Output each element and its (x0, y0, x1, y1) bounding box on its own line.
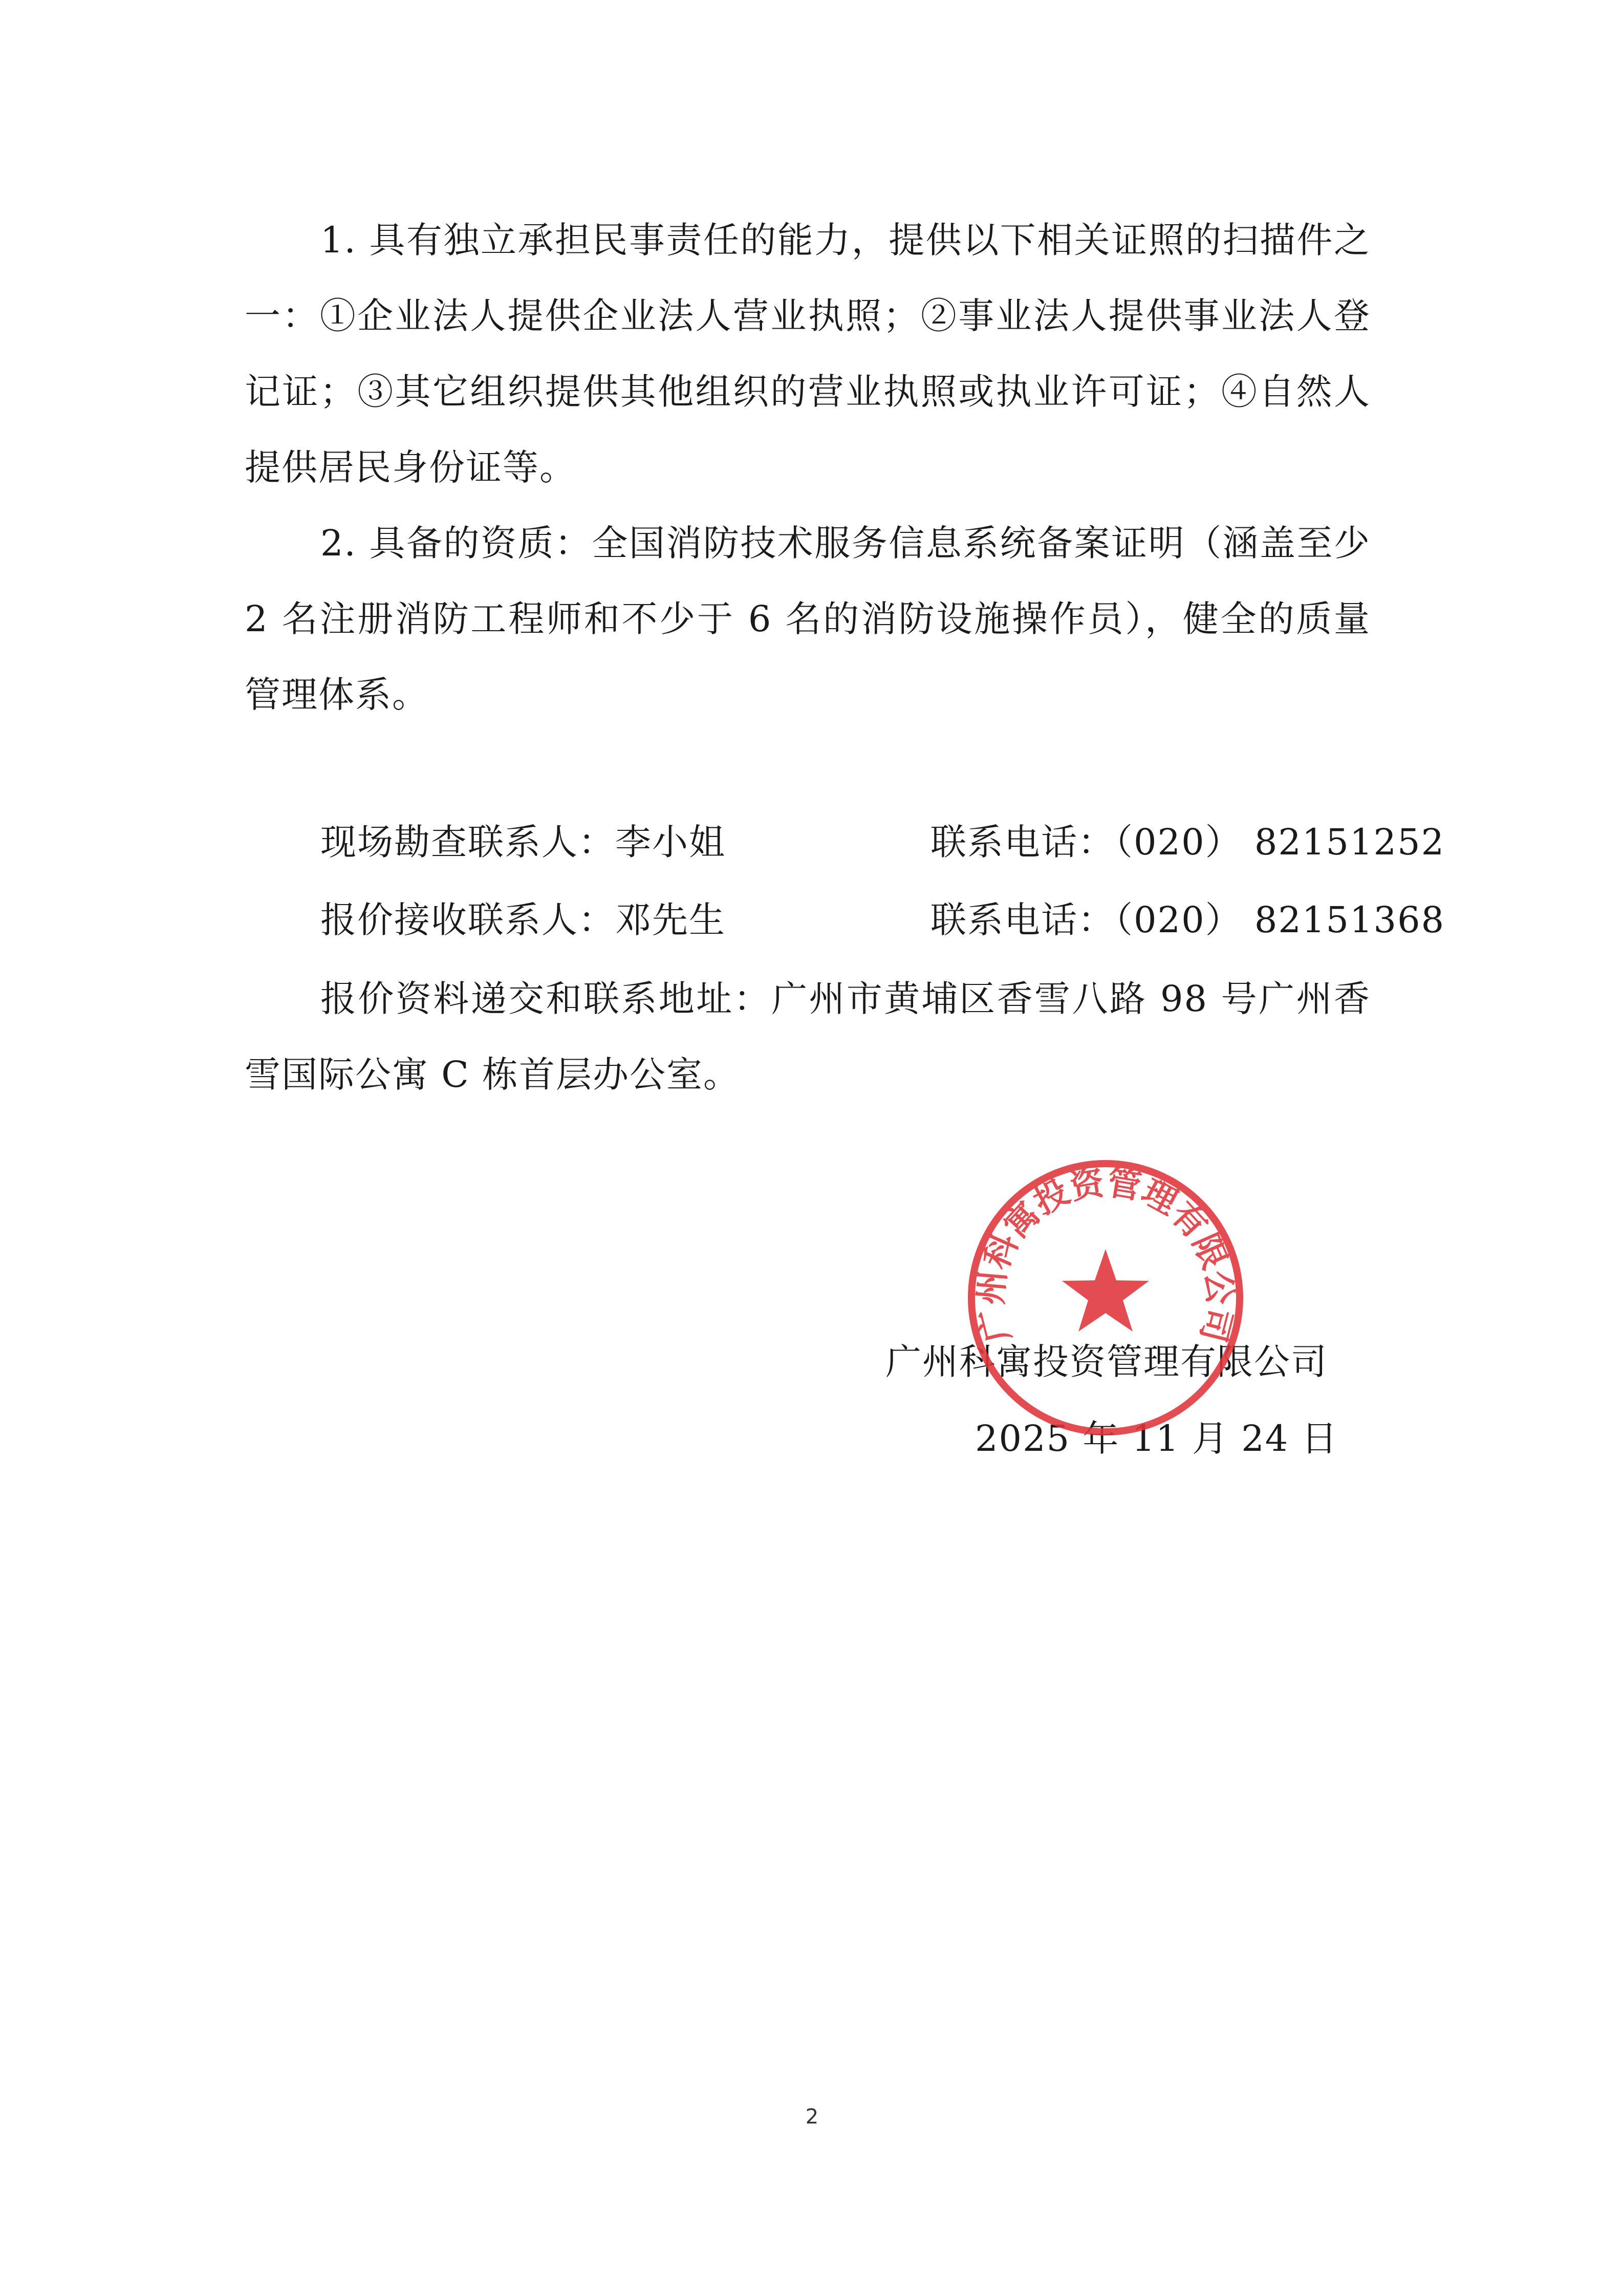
requirement-item-1: 1. 具有独立承担民事责任的能力，提供以下相关证照的扫描件之一：①企业法人提供企业法人营业执照；②事业法人提供事业法人登记证；③其它组织提供其他组织的营业执照或执业许可证；④自然人提供居民身份证等。 (245, 219, 1371, 488)
seal-star (1062, 1249, 1149, 1332)
page-number: 2 (805, 2105, 819, 2129)
company-seal (962, 1154, 1249, 1441)
seal-ring (971, 1164, 1240, 1432)
submission-address: 报价资料递交和联系地址：广州市黄埔区香雪八路 98 号广州香雪国际公寓 C 栋首层办公室。 (245, 978, 1371, 1096)
seal-text: 广州科寓投资管理有限公司 (970, 1162, 1241, 1346)
survey-contact-phone: 联系电话：（020） 82151252 (930, 821, 1445, 863)
survey-contact-name: 现场勘查联系人：李小姐 (320, 821, 726, 863)
quote-contact-phone: 联系电话：（020） 82151368 (930, 899, 1445, 941)
requirement-item-2: 2. 具备的资质：全国消防技术服务信息系统备案证明（涵盖至少 2 名注册消防工程师和不少于 6 名的消防设施操作员），健全的质量管理体系。 (245, 522, 1371, 716)
quote-contact-name: 报价接收联系人：邓先生 (320, 899, 726, 941)
signature-date: 2025 年 11 月 24 日 (975, 1418, 1338, 1460)
signature-company: 广州科寓投资管理有限公司 (885, 1341, 1328, 1383)
